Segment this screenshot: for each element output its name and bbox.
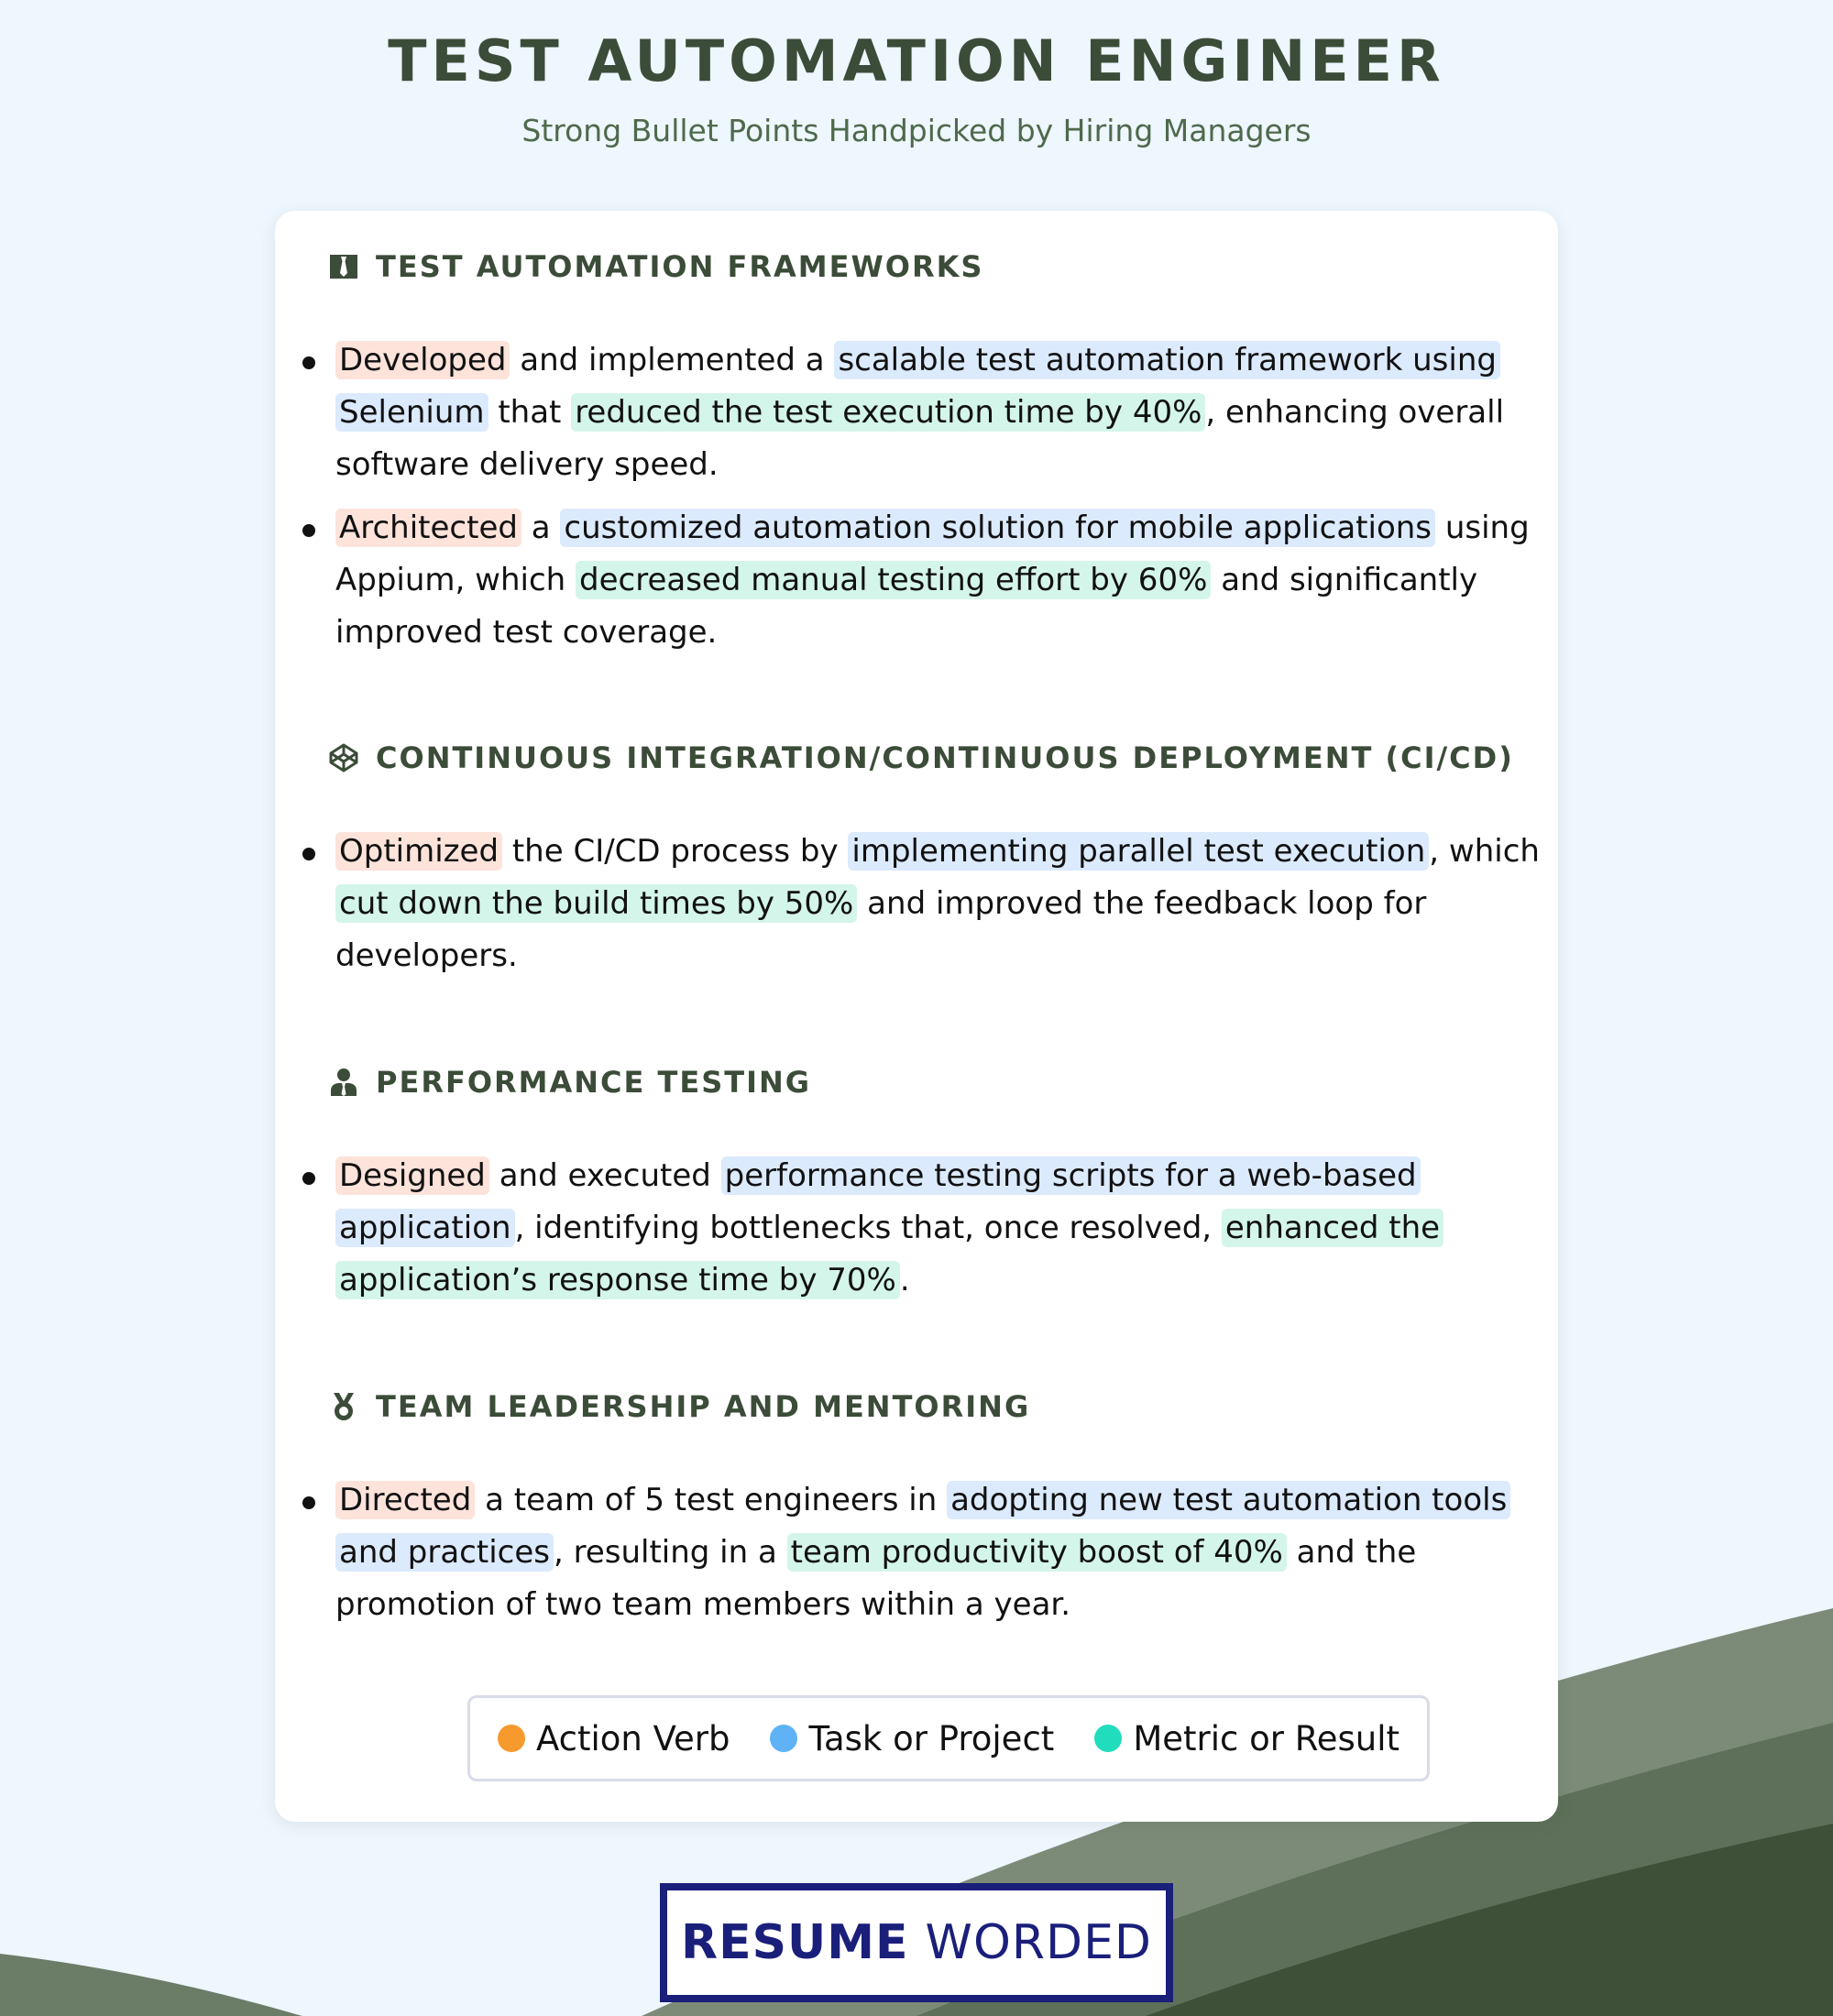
legend-item-metric	[1094, 1719, 1399, 1759]
bullet-list-cicd	[293, 826, 1549, 993]
action-verb-highlight: Designed	[335, 1156, 489, 1195]
task-highlight: implementing parallel test execution	[848, 832, 1429, 871]
bullet-text: and significantly improved test coverage.	[335, 562, 1478, 651]
bullet-text: that	[488, 394, 572, 431]
metric-highlight: team productivity boost of 40%	[787, 1533, 1287, 1572]
page-subtitle: Strong Bullet Points Handpicked by Hiring Managers	[521, 113, 1312, 148]
bullet-points-card	[275, 211, 1558, 1822]
page-title: TEST AUTOMATION ENGINEER	[388, 27, 1445, 94]
teal-dot-icon	[1094, 1725, 1122, 1752]
section-heading-performance	[328, 1065, 811, 1100]
metric-highlight: cut down the build times by 50%	[335, 884, 857, 923]
bullet-list-leadership	[293, 1474, 1549, 1642]
bullet-item	[293, 826, 1549, 982]
task-highlight: scalable test automation framework using Selenium	[335, 341, 1500, 432]
codepen-icon	[328, 742, 359, 773]
user-tie-icon	[328, 1067, 359, 1098]
logo-text-light: WORDED	[925, 1915, 1152, 1970]
bullet-text: .	[899, 1262, 910, 1298]
bullet-text: , resulting in a	[553, 1534, 787, 1571]
section-heading-label: TEST AUTOMATION FRAMEWORKS	[376, 249, 984, 284]
section-heading-frameworks	[328, 249, 983, 284]
task-highlight: performance testing scripts for a web-based application	[335, 1156, 1421, 1247]
bullet-list-performance	[293, 1150, 1549, 1318]
highlight-legend	[467, 1695, 1430, 1781]
metric-highlight: decreased manual testing effort by 60%	[576, 561, 1211, 599]
bullet-text: , identifying bottlenecks that, once resolved,	[514, 1210, 1222, 1246]
action-verb-highlight: Architected	[335, 509, 521, 547]
section-heading-label: CONTINUOUS INTEGRATION/CONTINUOUS DEPLOYMENT (CI/CD)	[376, 740, 1514, 775]
legend-label: Metric or Result	[1133, 1718, 1400, 1759]
legend-item-task	[770, 1719, 1054, 1759]
bullet-text: using Appium, which	[335, 509, 1530, 598]
legend-item-action-verb	[498, 1719, 730, 1759]
bullet-text: , enhancing overall software delivery speed.	[335, 394, 1505, 483]
bullet-item	[293, 1474, 1549, 1631]
bullet-text: , which	[1429, 833, 1540, 870]
bullet-list-frameworks	[293, 334, 1549, 670]
wave-left	[0, 1954, 302, 2016]
legend-label: Action Verb	[535, 1718, 730, 1759]
bullet-text: a team of 5 test engineers in	[475, 1482, 948, 1518]
bullet-text: and executed	[488, 1157, 721, 1194]
section-heading-label: PERFORMANCE TESTING	[376, 1065, 812, 1100]
task-highlight: customized automation solution for mobile applications	[560, 509, 1435, 547]
section-heading-label: TEAM LEADERSHIP AND MENTORING	[376, 1389, 1031, 1424]
legend-label: Task or Project	[808, 1718, 1055, 1759]
tie-icon	[328, 251, 359, 282]
bullet-text: a	[521, 509, 561, 546]
metric-highlight: enhanced the application’s response time by 70%	[335, 1209, 1443, 1299]
action-verb-highlight: Directed	[335, 1481, 475, 1519]
blue-dot-icon	[770, 1725, 797, 1752]
section-heading-leadership	[328, 1389, 1030, 1424]
bullet-text: and the promotion of two team members within a year.	[335, 1534, 1417, 1623]
bullet-text: the CI/CD process by	[502, 833, 849, 870]
bullet-item	[293, 502, 1549, 659]
bullet-text: and implemented a	[510, 342, 835, 378]
task-highlight: adopting new test automation tools and practices	[335, 1481, 1510, 1572]
bullet-item	[293, 1150, 1549, 1307]
bullet-item	[293, 334, 1549, 491]
orange-dot-icon	[498, 1725, 525, 1752]
bullet-text: and improved the feedback loop for developers.	[335, 885, 1427, 974]
resume-worded-logo	[660, 1883, 1173, 2002]
medal-icon	[328, 1391, 359, 1422]
action-verb-highlight: Developed	[335, 341, 510, 379]
section-heading-cicd	[328, 740, 1514, 775]
logo-text-bold: RESUME	[681, 1915, 909, 1970]
action-verb-highlight: Optimized	[335, 832, 502, 871]
metric-highlight: reduced the test execution time by 40%	[571, 393, 1205, 432]
